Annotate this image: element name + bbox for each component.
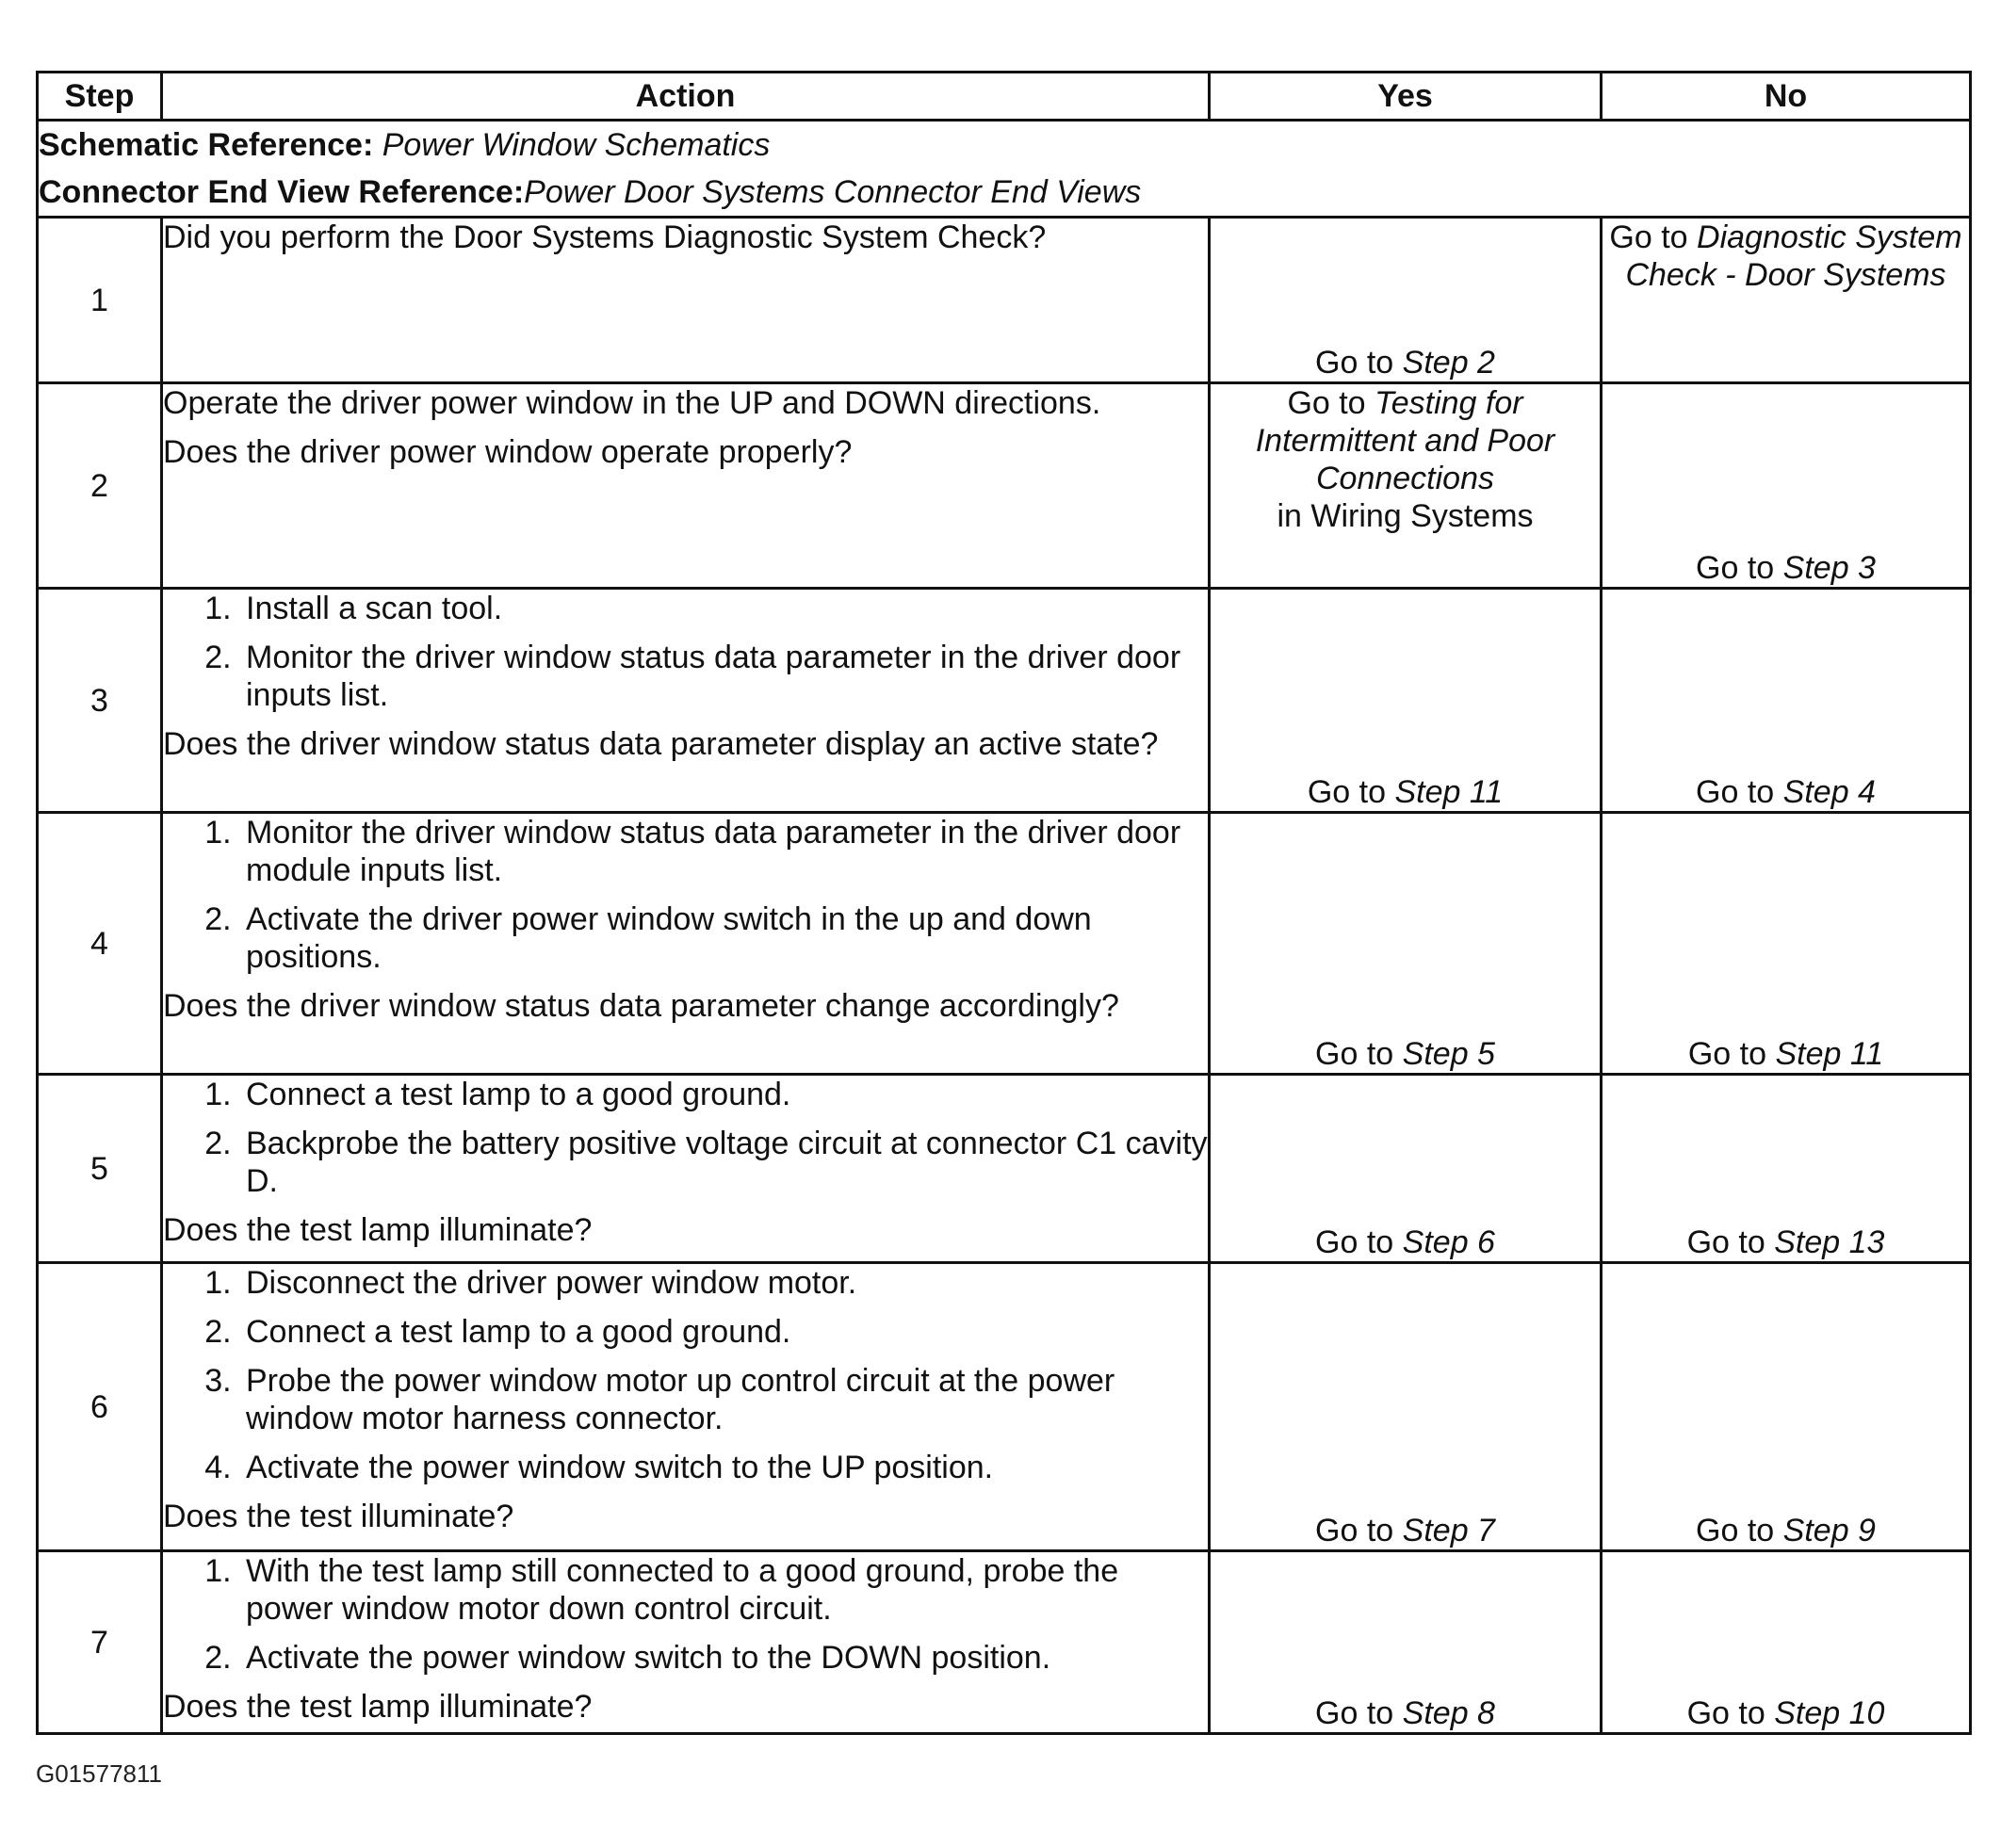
action-cell xyxy=(162,813,1210,1075)
yes-target-link[interactable]: Step 6 xyxy=(1402,1224,1495,1260)
question-text: Does the driver window status data parameter display an active state? xyxy=(163,726,1159,762)
step-number: 7 xyxy=(38,1551,162,1734)
header-no: No xyxy=(1602,73,1971,121)
question-text: Did you perform the Door Systems Diagnostic System Check? xyxy=(163,219,1047,255)
no-cell xyxy=(1602,383,1971,589)
yes-target-link[interactable]: Step 5 xyxy=(1402,1036,1495,1072)
table-row xyxy=(38,383,1971,589)
table-row xyxy=(38,1075,1971,1263)
list-item: 1. With the test lamp still connected to a good ground, probe the power window motor down control circuit. xyxy=(240,1552,1208,1628)
go-to-label: Go to xyxy=(1609,219,1688,255)
go-to-label: Go to xyxy=(1696,550,1775,586)
figure-id: G01577811 xyxy=(36,1759,162,1788)
go-to-label: Go to xyxy=(1686,1224,1765,1260)
yes-cell xyxy=(1210,218,1602,383)
action-cell xyxy=(162,1263,1210,1551)
list-item: 1. Connect a test lamp to a good ground. xyxy=(240,1076,1208,1113)
yes-cell xyxy=(1210,1263,1602,1551)
yes-target-link[interactable]: Step 8 xyxy=(1402,1695,1495,1731)
header-row xyxy=(38,73,1971,121)
step-number: 6 xyxy=(38,1263,162,1551)
no-target-link[interactable]: Step 4 xyxy=(1782,774,1876,810)
list-item: 2. Connect a test lamp to a good ground. xyxy=(240,1313,1208,1351)
go-to-label: Go to xyxy=(1315,1036,1394,1072)
go-to-label: Go to xyxy=(1315,345,1394,381)
list-item: 2. Monitor the driver window status data parameter in the driver door inputs list. xyxy=(240,639,1208,714)
question-text: Does the test lamp illuminate? xyxy=(163,1212,593,1248)
connector-reference xyxy=(39,169,1969,216)
question-text: Does the test lamp illuminate? xyxy=(163,1689,593,1725)
reference-row xyxy=(38,121,1971,218)
yes-cell xyxy=(1210,1075,1602,1263)
no-cell xyxy=(1602,589,1971,813)
schematic-reference xyxy=(39,122,1969,169)
instruction-text: Operate the driver power window in the UP and DOWN directions. xyxy=(163,385,1101,421)
action-cell xyxy=(162,589,1210,813)
schematic-reference-link[interactable]: Power Window Schematics xyxy=(382,127,771,163)
go-to-label: Go to xyxy=(1315,1224,1394,1260)
instruction-list xyxy=(163,1076,1208,1200)
no-cell xyxy=(1602,813,1971,1075)
instruction-list xyxy=(163,1552,1208,1677)
no-cell xyxy=(1602,1075,1971,1263)
action-cell xyxy=(162,383,1210,589)
go-to-label: Go to xyxy=(1287,385,1366,421)
yes-target-suffix: in Wiring Systems xyxy=(1277,498,1534,534)
yes-cell xyxy=(1210,383,1602,589)
step-number: 4 xyxy=(38,813,162,1075)
yes-target-link[interactable]: Step 11 xyxy=(1394,774,1504,810)
step-number: 2 xyxy=(38,383,162,589)
connector-reference-label: Connector End View Reference: xyxy=(39,174,525,210)
schematic-reference-label: Schematic Reference: xyxy=(39,127,374,163)
yes-target-link[interactable]: Testing for Intermittent and Poor Connections xyxy=(1255,385,1555,496)
no-cell xyxy=(1602,1263,1971,1551)
question-text: Does the driver power window operate properly? xyxy=(163,434,853,470)
yes-cell xyxy=(1210,1551,1602,1734)
diagnostic-table xyxy=(36,71,1972,1735)
go-to-label: Go to xyxy=(1696,1513,1775,1548)
reference-cell xyxy=(38,121,1971,218)
table-row xyxy=(38,218,1971,383)
yes-target-link[interactable]: Step 7 xyxy=(1402,1513,1495,1548)
no-target-link[interactable]: Step 13 xyxy=(1774,1224,1885,1260)
go-to-label: Go to xyxy=(1315,1513,1394,1548)
yes-cell xyxy=(1210,589,1602,813)
instruction-list xyxy=(163,814,1208,976)
list-item: 2. Backprobe the battery positive voltage circuit at connector C1 cavity D. xyxy=(240,1125,1208,1200)
action-cell xyxy=(162,1551,1210,1734)
header-action: Action xyxy=(162,73,1210,121)
yes-target-link[interactable]: Step 2 xyxy=(1402,345,1495,381)
step-number: 1 xyxy=(38,218,162,383)
table-row xyxy=(38,1551,1971,1734)
list-item: 4. Activate the power window switch to the UP position. xyxy=(240,1449,1208,1486)
question-text: Does the test illuminate? xyxy=(163,1499,514,1534)
table-row xyxy=(38,589,1971,813)
no-cell xyxy=(1602,218,1971,383)
list-item: 1. Disconnect the driver power window motor. xyxy=(240,1264,1208,1302)
list-item: 1. Install a scan tool. xyxy=(240,590,1208,627)
header-step: Step xyxy=(38,73,162,121)
list-item: 1. Monitor the driver window status data parameter in the driver door module inputs list. xyxy=(240,814,1208,889)
step-number: 5 xyxy=(38,1075,162,1263)
table-row xyxy=(38,1263,1971,1551)
list-item: 3. Probe the power window motor up control circuit at the power window motor harness connector. xyxy=(240,1362,1208,1437)
go-to-label: Go to xyxy=(1307,774,1387,810)
action-cell xyxy=(162,218,1210,383)
go-to-label: Go to xyxy=(1315,1695,1394,1731)
no-target-link[interactable]: Step 9 xyxy=(1782,1513,1876,1548)
step-number: 3 xyxy=(38,589,162,813)
table-row xyxy=(38,813,1971,1075)
no-target-link[interactable]: Diagnostic System Check - Door Systems xyxy=(1625,219,1962,293)
no-target-link[interactable]: Step 3 xyxy=(1782,550,1876,586)
list-item: 2. Activate the power window switch to the DOWN position. xyxy=(240,1639,1208,1677)
instruction-list xyxy=(163,1264,1208,1486)
connector-reference-link[interactable]: Power Door Systems Connector End Views xyxy=(524,174,1142,210)
yes-cell xyxy=(1210,813,1602,1075)
instruction-list xyxy=(163,590,1208,714)
go-to-label: Go to xyxy=(1687,1036,1767,1072)
list-item: 2. Activate the driver power window switch in the up and down positions. xyxy=(240,900,1208,976)
no-target-link[interactable]: Step 11 xyxy=(1775,1036,1884,1072)
go-to-label: Go to xyxy=(1686,1695,1765,1731)
no-cell xyxy=(1602,1551,1971,1734)
action-cell xyxy=(162,1075,1210,1263)
question-text: Does the driver window status data parameter change accordingly? xyxy=(163,988,1119,1024)
no-target-link[interactable]: Step 10 xyxy=(1774,1695,1885,1731)
go-to-label: Go to xyxy=(1696,774,1775,810)
header-yes: Yes xyxy=(1210,73,1602,121)
